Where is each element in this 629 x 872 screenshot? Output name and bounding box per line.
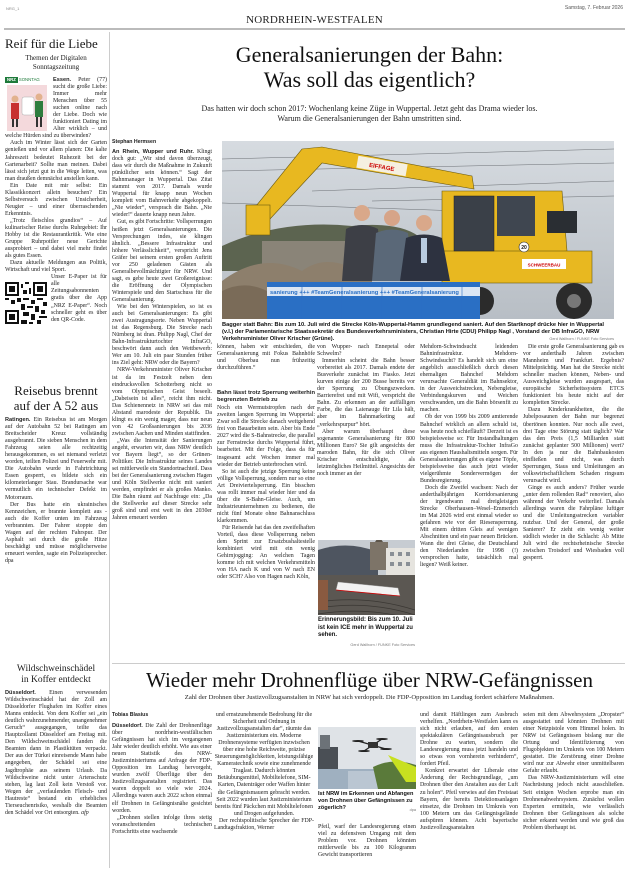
- main-headline-line-2: Was soll das eigentlich?: [263, 67, 476, 92]
- drone-paragraph: Pfeil, warf der Landesregierung einen viel zu defensiven Umgang mit dem Problem vor. Drohnen könnten mittlerweile bis zu 100 Kilogramm Gewicht transportieren: [318, 824, 416, 859]
- boar-dateline: Düsseldorf.: [5, 690, 36, 696]
- main-paragraph: Gut, es gibt Fortschritte: Vollsperrungen heißen jetzt Generalsanierungen. Die Versprechungen indes, sie klingen ähnlich. „Bessere Infrastruktur und höhere Verlässlichkeit“, verspricht Jens Gräfer bei seinem ersten großen Auftritt vor 250 geladenen Gästen als Generalbevollmächtigter für NRW. Und sagt, es gebe heute zwei Großereignisse: die Eröffnung der Olympischen Winterspiele und den Startschuss für die Generalsanierung.: [112, 219, 212, 303]
- drone-author: Tobias Blasius: [112, 712, 149, 718]
- drone-col-5: [523, 712, 624, 832]
- bus-headline-line-1: Reisebus brennt: [14, 383, 98, 398]
- main-col-5: [523, 344, 624, 562]
- page-id: NRG_1: [6, 6, 20, 11]
- banner-hashtag: sanierung +++ #TeamGeneralsanierung +++ #TeamGeneralsanierung: [270, 290, 459, 296]
- drone-col-4: [420, 712, 518, 832]
- main-paragraph: Klingt doch gut: „Wir sind davon überzeugt, dass wir durch die Maßnahme in Zukunft pünktlicher sein können.“ Sagt der Bahnmanager in Wuppertal. Das Zitat stammt von 2017. Damals wurde Wuppertal für knapp neun Wochen komplett vom Bahnverkehr abgekoppelt. „Nie wieder“, versprach die Bahn. „Nie wieder!“ dauerte knapp neun Jahre.: [112, 149, 212, 219]
- drone-paragraph: Der rechtspolitische Sprecher der FDP-Landtagsfraktion, Werner: [214, 817, 314, 831]
- promo-paragraph-1: Peter (77) sucht die große Liebe: Immer mehr Menschen über 55 suchen online nach der Liebe. Doch wie funktioniert Dating im Alter wirklich – und welche Hürden sind zu überwinden?: [5, 77, 107, 140]
- epaper-text: Unser E-Paper ist für alle Zeitungsabonnenten gratis über die App „NRZ E-Paper“. Noch schneller geht es über den QR-Code.: [51, 274, 107, 323]
- dating-illustration-icon: [5, 83, 49, 131]
- drone-teaser: Zahl der Drohnen über Justizvollzugsanstalten in NRW hat sich verdoppelt. Die FDP-Opposition im Landtag fordert schärfere Maßnahmen.: [184, 694, 555, 701]
- drone-col-3: [318, 824, 416, 859]
- main-paragraph: NRW-Verkehrsminister Oliver Krischer ist da im Festzelt neben dem eindrucksvollen Schotterberg nicht so vom Olympischen Geist beseelt. „Dabeisein ist alles“, reicht ihm nicht. Das Schienennetz in NRW sei das mit Abstand marodeste der Republik. Da klingt es ein wenig mager, dass nur neun von 42 Großsanierungen bis 2036 zwischen Aachen und Minden stattfinden.: [112, 367, 212, 437]
- header-rule: [4, 28, 625, 30]
- boar-article: [5, 664, 107, 817]
- bus-headline-line-2: auf der A 52 aus: [13, 398, 99, 413]
- promo-subtitle: Themen der Digitalen Sonntagszeitung: [25, 54, 87, 71]
- drone-paragraph: „Drohnen stellen infolge ihres stetig voranschreitenden technischen Fortschritts eine wachsende: [112, 814, 212, 835]
- boar-text: Einen verwesenden Wildschweinschädel hat der Zoll am Düsseldorfer Flughafen im Koffer eines Manns entdeckt. Von dem Koffer sei „ein deutlich wahrzunehmender, unangenehmer Geruch“ ausgegangen, teilte das Hauptzollamt Düsseldorf am Freitag mit. Den Wildschweinschädel fanden die Beamten dann in Plastiktüten verpackt. Der aus der Türkei einreisende Mann habe angegeben, der Schädel sei eine Jagdtrophäe aus seinem Urlaub. Da Wildschweine nicht unter Artenschutz stehen, lag laut Zoll kein Verstoß vor. Wegen der „verfaulenden Fleisch- und Hautreste“ bestand ein erhebliches Tierseuchenrisiko, weshalb die Beamten den Schädel vor Ort entsorgten.: [5, 690, 107, 816]
- promo-paragraph-4: „Trotz fleischlos grandios“ – Auf kulinarischer Reise durchs Ruhrgebiet: Ihr Hobby ist die Restaurantkritik. Wie eine Gruppe Ruhrpottler neue Gerichte ausprobiert – und dabei viel mehr findet als gutes Essen.: [5, 217, 107, 260]
- main-paragraph: Noch ein Wermutstropfen nach der zweiten langen Sperrung im Wuppertal: Zwar soll die Strecke danach weitgehend frei von Bauarbeiten sein. Aber bis Ende 2027 wird die S-Bahnstrecke, die parallel zur Fernstrecke durchs Wuppertal führt, bearbeitet. Mit der Folge, dass da für insgesamt acht Wochen immer mal wieder der Betrieb unterbrochen wird.: [217, 405, 315, 468]
- promo-dateline: Essen.: [53, 77, 72, 83]
- section-title: NORDRHEIN-WESTFALEN: [246, 14, 383, 26]
- main-author: Stephan Hermsen: [112, 139, 157, 145]
- promo-logo-nrz: NRZ: [7, 77, 16, 82]
- main-teaser: [112, 104, 627, 124]
- brand-eiffage: EIFFAGE: [368, 162, 395, 174]
- qr-code-icon[interactable]: [5, 282, 47, 324]
- main-paragraph: Ob der von 1999 bis 2009 amtierende Bahnchef wirklich an allem schuld ist, was heute noch schiefläuft? Derzeit ist es beispielsweise so: Für Instandhaltungen muss die Infrastruktur-Tochter InfraGo aus eigenen Haushaltsmitteln sorgen. Für Generalsanierungen gibt es eigene Töpfe, beispielsweise das auch jetzt wieder vielgerühmte Sondervermögen der Bundesregierung.: [420, 414, 518, 484]
- promo-paragraph-2: Auch im Winter lässt sich der Garten genießen und vor allem planen: Die kalte Jahreszeit bedeutet Ruhezeit bei der Gartenarbeit? Sollte man meinen. Dabei lässt sich jetzt gut in die Wege leiten, was man draußen demnächst anstellen kann.: [5, 140, 107, 182]
- bus-paragraph-2: Der Bus hatte ein ukrainisches Kennzeichen, er brannte komplett aus - auch die Koffer unten im Fahrzeug verbrannten. Der Fahrer stoppte den Wagen auf der rechten Fahrspur. Der Asphalt sei durch die große Hitze beschädigt und müsse möglicherweise erneuert werden, sagte ein Polizeisprecher. dpa: [5, 501, 107, 564]
- main-paragraph: Doch die Zweifel wachsen: Nach der anderthalbjährigen Korridorsanierung der irgendwann mal dreigleisigen Strecke Oberhausen–Wesel–Emmerich im Mai 2026 wird erst einmal wieder so gefahren wie vor der Riesensperrung. Mit einem dritten Gleis auf wenigen Abschnitten und ein paar neuen Brücken. Wann die drei Gleise, die Deutschland den Niederlanden für 1998 (!) versprochen hatte, tatsächlich mal liegen? Weiß keiner.: [420, 484, 518, 569]
- drone-photo-credit: dpa: [409, 808, 416, 812]
- ice-photo-caption: Erinnerungsbild: Bis zum 10. Juli ist kein ICE mehr in Wuppertal zu sehen.: [318, 617, 413, 638]
- excavator-photo-icon: [222, 141, 614, 319]
- main-photo-credit: Gerd Wallhorn / FUNKE Foto Services: [549, 337, 614, 341]
- promo-box: [5, 32, 107, 326]
- drone-paragraph: Konkret erwartet der Liberale eine Änderung der Rechtsgrundlage, „um Drohnen über den Anstalten aus der Luft zu holen“. Pfeil verwies auf den Freistaat Bayern, der bereits Detektionsanlagen einsetze, die Drohnen im Umkreis von 100 Metern um das Gefängnisgelände aufspüren können. Acht bayerische Justizvollzugsanstalten: [420, 768, 518, 831]
- main-paragraph: Für Reisende hat das den zweifelhaften Vorteil, dass diese Vollsperrung neben dem Sprint zur Ersatzbushaltestelle kombiniert wird mit ein wenig Gehirnjogging: An welchen Tagen komme ich mit welchen Verkehrsmitteln von HA nach K und von W nach EN oder SCH? Also von Hagen nach Köln,: [217, 524, 315, 581]
- drone-paragraph: Das NRW-Justizministerium will eine Nachrüstung jedoch nicht ausschließen. Seit einigen Wochen erprobe man ein Drohnenabwehrsystem. Zunächst wollen Experten ermitteln, wie verlässlich Drohnen über Gefängnissen als solche sicher erkannt werden und wie groß das Problem überhaupt ist.: [523, 775, 624, 831]
- article-divider: [112, 663, 625, 664]
- sidebar-divider: [109, 32, 110, 868]
- boar-headline-line-2: in Koffer entdeckt: [21, 675, 91, 685]
- main-paragraph: Immerhin scheint die Bahn besser vorbereitet als 2017. Damals endete der Busverkehr zunächst im Fiasko. Jetzt kurven einige der 200 Busse bereits vor der Sperrung zu Übungszwecken. Barrierefrei und mit Wifi, verspricht die Bahn. Zu erkennen an der auffälligen Farbe, die das Laienauge für Lila hält, aber im Bahnmarketing auf „verkehrspurpur“ hört.: [317, 358, 415, 428]
- main-paragraph: können, haben wir entschieden, die Generalsanierung mit Fokus Bahnhöfe und Oberbau nun frühzeitig durchzuführen.“: [217, 344, 315, 372]
- drone-photo: [318, 727, 416, 789]
- promo-title: Reif für die Liebe: [5, 36, 98, 51]
- main-paragraph: Aber warum überhaupt diese sogenannte Generalsanierung für 800 Millionen Euro? Sie gilt angesichts der maroden Bahn, für die sich Oliver Krischer entschuldigte, als letztmögliches Heilmittel. Angesichts der noch immer an der: [317, 428, 415, 477]
- main-teaser-line-2: Warum die Generalsanierungen der Bahn umstritten sind.: [277, 114, 462, 123]
- drone-dateline: Düsseldorf.: [112, 723, 143, 729]
- main-paragraph: Ginge es auch anders? Früher wurde „unter dem rollenden Rad“ renoviert, also während der Verkehr weiterlief. Damals allerdings waren die Fahrpläne luftiger und die Umleitungsstrecken variabler nutzbar. Und der General, der große Sanierer? Er zieht ein wenig weiter südlich wieder in die Schlacht: Ab Mitte Juli wird die rechtsrheinische Strecke zwischen Troisdorf und Wiesbaden voll gesperrt.: [523, 484, 624, 562]
- boar-agency: afp: [81, 809, 89, 816]
- promo-image: [5, 77, 49, 133]
- drone-paragraph: Die Zahl der Drohnenflüge über nordrhein-westfälischen Gefängnissen hat sich im vergangenen Jahr wieder deutlich erhöht. Wie aus einer neuen Statistik des NRW-Justizministeriums auf Anfrage der FDP-Opposition im Landtag hervorgeht, wurden zwölf Überflüge über den Justizvollzugsanstalten registriert. Das waren doppelt so viele wie 2024. Allerdings waren auch 2022 schon einmal elf Drohnen in Gefängnisnähe gesichtet worden.: [112, 723, 212, 814]
- drone-photo-icon: [318, 727, 416, 789]
- bus-paragraph-1: Ein Reisebus ist am Morgen auf der Autobahn 52 bei Ratingen am Breitscheider Kreuz vollständig ausgebrannt. Die sieben Menschen in dem Fahrzeug seien alle rechtzeitig herausgekommen, es sei niemand verletzt worden, teilten Polizei und Feuerwehr mit. Die Autobahn wurde in Fahrtrichtung Essen gesperrt, es bildete sich ein kilometerlanger Stau. Brandursache war vermutlich ein technischer Defekt im Motorraum.: [5, 417, 107, 501]
- boar-headline: [5, 664, 107, 686]
- boar-headline-line-1: Wildschweinschädel: [16, 664, 96, 674]
- main-col-2: [217, 344, 315, 581]
- bus-article: [5, 383, 107, 565]
- drone-paragraph: und ernstzunehmende Bedrohung für die Sicherheit und Ordnung in Justizvollzugsanstalten dar“, räumte das Justizministerium ein. Moderne Drohnensysteme verfügten inzwischen über eine hohe Reichweite, präzise Steuerungsmöglichkeiten, leistungsfähige Kameratechnik sowie eine zunehmende Traglast. Dadurch könnten Betäubungsmittel, Mobiltelefone, SIM-Karten, Datenträger oder Waffen hinter die Gefängnismauern gebracht werden. Seit 2022 wurden laut Justizministerium bereits fünf Päckchen mit Mobiltelefonen und Drogen aufgefunden.: [214, 712, 314, 817]
- main-paragraph: So ist auch die jetzige Sperrung keine völlige Vollsperrung, sondern nur so eine Art Dreiviertelsperrung. Ein bisschen was rollt immer mal wieder hier und da über die S-Bahn-Gleise. Auch, um Industrieunternehmen zu bedienen, die nicht fünf Monate ohne Bahnanschluss klarkommen.: [217, 468, 315, 524]
- main-subhead: Bahn lässt trotz Sperrung weiterhin begrenzten Betrieb zu: [217, 390, 315, 404]
- promo-logo-sonntag: SONNTAG: [18, 77, 40, 82]
- promo-paragraph-5: Dazu aktuelle Meldungen aus Politik, Wirtschaft und viel Sport.: [5, 260, 107, 274]
- main-paragraph: Die erste große Generalsanierung gab es vor anderthalb Jahren zwischen Mannheim und Frankfurt. Ergebnis? Mittelprächtig. Man hat die Strecke nicht schneller machen können, Neben- und Ausweichgleise wurden ausgespart, das europäische Sicherheitssystem ETCS funktioniert bis heute nicht auf der kompletten Strecke.: [523, 344, 624, 407]
- main-paragraph: von Wupper- nach Ennepetal oder Schwelm?: [317, 344, 415, 358]
- page-date: Samstag, 7. Februar 2026: [564, 5, 623, 11]
- speed-sign: 20: [521, 245, 527, 251]
- main-photo-caption: Bagger statt Bahn: Bis zum 10. Juli wird die Strecke Köln-Wuppertal-Hamm grundlegend saniert. Auf den Startknopf drücke hier in Wuppertal (v.l.) der Parlamentarische Staatssekretär des Bundesverkehrsministers, Christian Hirte (CDU) Philipp Nagl , Vorstand der DB InfraGO, NRW Verkehrsminister Oliver Krischer (Grüne).: [222, 322, 604, 342]
- bus-dateline: Ratingen.: [5, 417, 31, 423]
- ice-photo-credit: Gerd Wallhorn / FUNKE Foto Services: [350, 643, 415, 647]
- ice-train-photo-icon: [318, 540, 415, 615]
- drone-paragraph: seien mit dem Abwehrsystem „Dropster“ ausgestattet und könnten Drohnen mit einer Netzpistole vom Himmel holen. In NRW ist Gefängnissen bislang nur die Ortung und Identifizierung von Flugobjekten im Umkreis von 100 Metern gestattet. Die Zerstörung einer Drohne wird nur zur Abwehr einer unmittelbaren Gefahr erlaubt.: [523, 712, 624, 775]
- promo-paragraph-3: Ein Date mit mir selbst: Ein Klassikkonzert allein besuchen? Ein Selbstversuch zwischen Unsicherheit, Neugier – und einer überraschenden Erkenntnis.: [5, 182, 107, 217]
- main-col-3: [317, 344, 415, 478]
- ice-photo: [318, 540, 415, 615]
- main-paragraph: Wie bei den Winterspielen, so ist es auch bei Generalsanierungen: Es gibt zwei Austragungsorte. Neben Wuppertal ist das Regensburg. Die Strecke nach Nürnberg ist dran. Philipp Nagl, Chef der Bahn-Infrastrukturtochter InfraGO, beschwört dann auch den Wettbewerb: Wer am 10. Juli ein paar Stunden früher ins Ziel geht: NRW oder die Bayern?: [112, 304, 212, 367]
- main-col-4: [420, 344, 518, 570]
- main-paragraph: „Was die Intensität der Sanierungen angeht, erwarten wir, dass NRW deutlich vor Bayern liegt“, so der Grünen-Politiker. Die Infrastruktur seines Landes sei mittlerweile ein Standortnachteil. Dass bei der Generalsanierung zwischen Hagen und Köln Stellwerke nicht mit saniert werden, empfindet er als großes Manko. Die Bahn räumt auf Nachfrage ein: „Da die Stellwerke auf dieser Strecke sehr groß sind und erst weit in den 2030er Jahren erneuert werden: [112, 437, 212, 522]
- bus-headline: [5, 383, 107, 413]
- drone-col-1: [112, 723, 212, 836]
- main-photo: [222, 141, 614, 319]
- main-dateline: An Rhein, Wupper und Ruhr.: [112, 149, 194, 155]
- main-headline: [112, 42, 627, 92]
- brand-schweerbau: SCHWEERBAU: [527, 262, 561, 268]
- drone-headline: Wieder mehr Drohnenflüge über NRW-Gefängnissen: [145, 668, 593, 692]
- drone-photo-caption: Ist NRW im Erkennen und Abfangen von Drohnen über Gefängnissen zu zögerlich?: [318, 791, 414, 811]
- drone-paragraph: und damit Häftlingen zum Ausbruch verhelfen. „Nordrhein-Westfalen kann es sich nicht erlauben, auf den ersten spektakulären Gefängnisausbruch per Drohne zu warten, sondern die Landesregierung muss jetzt handeln und so etwas von vornherein verhindern“, fordert Pfeil.: [420, 712, 518, 768]
- main-paragraph: Mehdorn-Schwindsucht leidenden Bahninfrastruktur. Mehdorn-Schwindsucht? Es handelt sich um eine angeblich ausschließlich durch diesen ehemaligen Bahnchef Mehdorn verursachte Generaldiät im Bahnsektor, in der Ausweichstrecken, Nebengleise, Verbindungskurven und Weichen verschwanden, um die Bahn börsenfit zu machen.: [420, 344, 518, 414]
- main-col-1: [112, 149, 212, 522]
- main-teaser-line-1: Das hatten wir doch schon 2017: Wochenlang keine Züge in Wuppertal. Jetzt geht das Drama wieder los.: [201, 104, 538, 113]
- main-headline-line-1: Generalsanierungen der Bahn:: [235, 42, 504, 67]
- drone-col-2: [214, 712, 314, 832]
- main-paragraph: Dazu Kinderkrankheiten, die die Jubelposaunen der Bahn nur begrenzt übertönen konnten. Nur noch alle zwei, drei Tage eine Störung statt täglich? War das den Preis (1,5 Milliarden statt zunächst geplanter 500 Millionen) wert? In den ja nur die Bahnbaukosten einfließen und nicht, was durch Sperrungen, Staus und Umleitungen an volkswirtschaftlichem Schaden ringsum verursacht wird.: [523, 407, 624, 484]
